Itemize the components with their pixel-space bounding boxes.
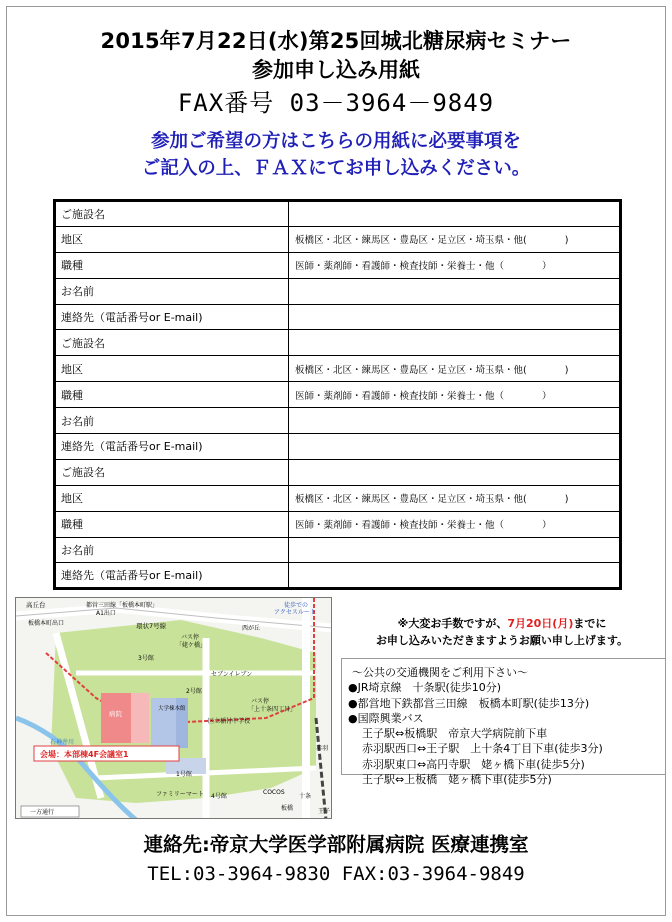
form-row-job (55, 252, 621, 278)
form-row-contact (55, 304, 621, 330)
form-row-facility (55, 201, 621, 227)
name-field[interactable] (289, 408, 621, 434)
contact-phone-fax: TEL:03-3964-9830 FAX:03-3964-9849 (147, 863, 525, 885)
job-field[interactable]: 医師・薬剤師・看護師・検査技師・栄養士・他（ ） (289, 511, 621, 537)
map-label-no2: 2号館 (186, 688, 202, 695)
job-label: 職種 (55, 511, 289, 537)
header (0, 28, 672, 119)
note-line-2: お申し込みいただきますようお願い申し上げます。 (375, 634, 629, 647)
map-label-itabashi: 板橋 (281, 805, 294, 812)
note-text-b: までに (573, 617, 607, 630)
contact-footer (0, 831, 672, 887)
map-label-oji: 王子 (318, 808, 331, 815)
form-row-name (55, 408, 621, 434)
map-label-oneway: 一方通行 (30, 809, 55, 816)
map-label-bus-stop-2: バス停 (251, 698, 270, 705)
facility-field[interactable] (289, 459, 621, 485)
form-row-area (55, 485, 621, 511)
bus-route: 赤羽駅東口⇔高円寺駅 姥ヶ橋下車(徒歩5分) (362, 757, 585, 771)
name-field[interactable] (289, 537, 621, 563)
form-row-facility (55, 459, 621, 485)
facility-label: ご施設名 (55, 459, 289, 485)
contact-label: 連絡先（電話番号or E-mail) (55, 563, 289, 589)
hospital-building (101, 693, 131, 743)
map-label-nishigaoka: 西が丘 (242, 625, 261, 632)
seminar-title: 2015年7月22日(水)第25回城北糖尿病セミナー (100, 29, 572, 53)
map-label-walk: 徒歩での (284, 602, 309, 609)
bus-route: 王子駅⇔板橋駅 帝京大学病院前下車 (362, 727, 548, 741)
map-label-a1: A1出口 (96, 610, 116, 617)
contact-department: 連絡先:帝京大学医学部附属病院 医療連携室 (143, 833, 529, 856)
contact-field[interactable] (289, 304, 621, 330)
map-label-itabashi-cho: 板橋本町出口 (28, 620, 65, 627)
area-label: 地区 (55, 356, 289, 382)
bus-route: 赤羽駅西口⇔王子駅 上十条4丁目下車(徒歩3分) (362, 742, 603, 756)
name-label: お名前 (55, 537, 289, 563)
area-field[interactable]: 板橋区・北区・練馬区・豊島区・足立区・埼玉県・他( ) (289, 226, 621, 252)
name-label: お名前 (55, 408, 289, 434)
contact-label: 連絡先（電話番号or E-mail) (55, 434, 289, 460)
job-label: 職種 (55, 382, 289, 408)
map-label-kanpachi: 環状7号線 (136, 622, 167, 630)
form-row-contact (55, 563, 621, 589)
contact-field[interactable] (289, 434, 621, 460)
form-row-contact (55, 434, 621, 460)
access-map (15, 597, 332, 819)
access-map-svg (16, 598, 332, 819)
map-label-no4: 4号館 (211, 793, 227, 800)
notice-line-1: 参加ご希望の方はこちらの用紙に必要事項を (150, 131, 521, 152)
map-label-no3: 3号館 (138, 655, 154, 662)
map-label-route: アクセスルート (274, 609, 316, 616)
note-text-a: ※大変お手数ですが、 (397, 617, 508, 630)
job-label: 職種 (55, 252, 289, 278)
fax-number: FAX番号 03－3964－9849 (177, 89, 495, 117)
map-label-exit: 都営三田線「板橋本町駅」 (86, 602, 159, 609)
form-row-facility (55, 330, 621, 356)
map-label-univ: 大学棟本館 (158, 706, 186, 712)
note-line-1 (342, 615, 662, 632)
transport-item: ●JR埼京線 十条駅(徒歩10分) (348, 681, 502, 695)
transport-title: ～公共の交通機関をご利用下さい～ (352, 666, 528, 679)
facility-field[interactable] (289, 330, 621, 356)
transport-item: ●国際興業バス (348, 711, 424, 725)
form-row-area (55, 356, 621, 382)
map-label-takadai: 高丘台 (26, 601, 46, 609)
map-label-family: ファミリーマート (156, 791, 204, 798)
name-field[interactable] (289, 278, 621, 304)
bus-route: 王子駅⇔上板橋 姥ヶ橋下車(徒歩5分) (362, 773, 552, 787)
map-label-bus-stop: バス停 (181, 634, 200, 641)
transport-item: ●都営地下鉄都営三田線 板橋本町駅(徒歩13分) (348, 696, 590, 710)
form-row-area (55, 226, 621, 252)
facility-field[interactable] (289, 201, 621, 227)
notice-line-2: ご記入の上、ＦＡＸにてお申し込みください。 (141, 158, 531, 179)
map-label-kamijujo: 「上十条四丁目」 (248, 706, 297, 713)
map-label-hospital: 病院 (109, 710, 122, 718)
application-form (53, 199, 622, 590)
facility-label: ご施設名 (55, 330, 289, 356)
job-field[interactable]: 医師・薬剤師・看護師・検査技師・栄養士・他（ ） (289, 382, 621, 408)
area-label: 地区 (55, 485, 289, 511)
name-label: お名前 (55, 278, 289, 304)
map-label-cocos: COCOS (263, 789, 285, 796)
contact-field[interactable] (289, 563, 621, 589)
form-row-job (55, 511, 621, 537)
area-field[interactable]: 板橋区・北区・練馬区・豊島区・足立区・埼玉県・他( ) (289, 485, 621, 511)
transport-box (341, 658, 666, 787)
map-label-school: 区立稲付中学校 (208, 718, 251, 725)
form-row-name (55, 278, 621, 304)
form-row-name (55, 537, 621, 563)
contact-label: 連絡先（電話番号or E-mail) (55, 304, 289, 330)
map-label-no1: 1号館 (176, 771, 192, 778)
form-title: 参加申し込み用紙 (252, 58, 420, 82)
map-label-akabane: 赤羽 (316, 745, 329, 752)
map-venue-label: 会場：本部棟4F会議室1 (40, 750, 129, 759)
map-label-river: 石神井川 (50, 739, 75, 746)
deadline-date: 7月20日(月) (507, 617, 574, 630)
notice (0, 128, 672, 182)
map-label-himeya: 「姥ケ橋」 (176, 642, 207, 649)
job-field[interactable]: 医師・薬剤師・看護師・検査技師・栄養士・他（ ） (289, 252, 621, 278)
form-row-job (55, 382, 621, 408)
deadline-note (342, 615, 662, 649)
facility-label: ご施設名 (55, 201, 289, 227)
area-label: 地区 (55, 226, 289, 252)
map-label-jujo: 十条 (299, 793, 312, 800)
area-field[interactable]: 板橋区・北区・練馬区・豊島区・足立区・埼玉県・他( ) (289, 356, 621, 382)
map-label-seven: セブンイレブン (211, 671, 253, 678)
